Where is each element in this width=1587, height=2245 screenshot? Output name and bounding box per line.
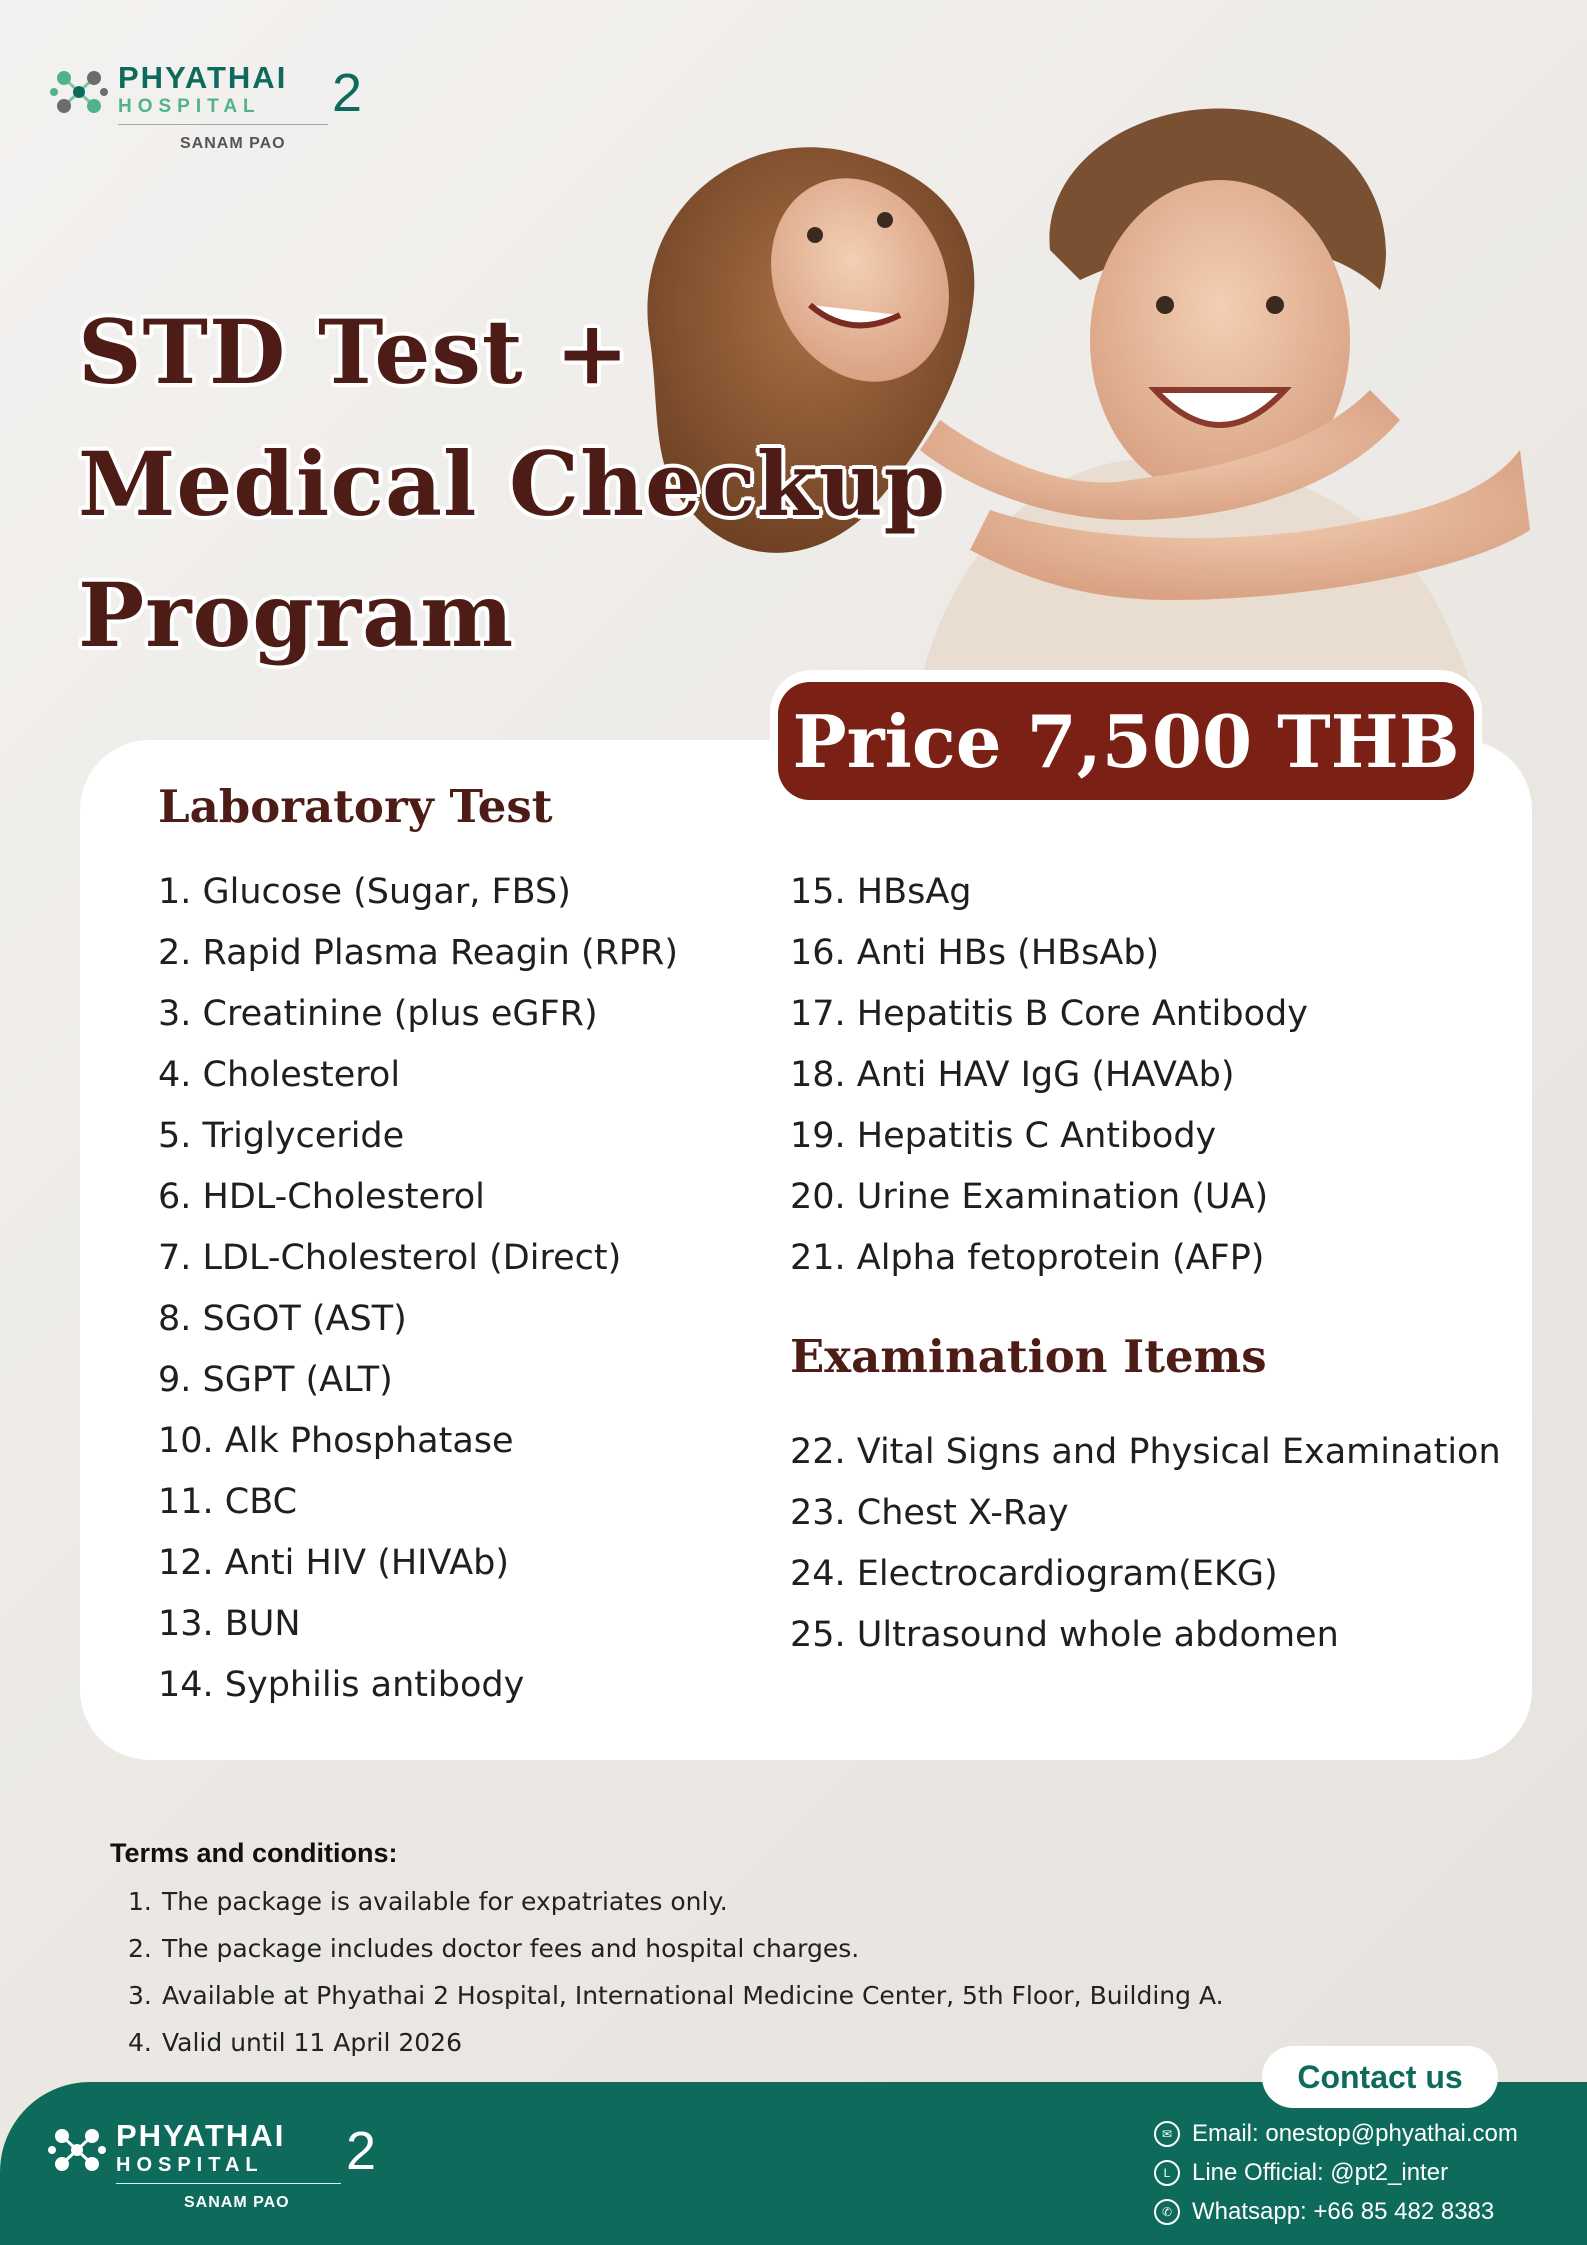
price-badge (770, 670, 1482, 810)
footer-logo-location: SANAM PAO (184, 2194, 290, 2211)
contact-us-button[interactable]: Contact us (1262, 2046, 1498, 2108)
term-number: 3. (128, 1981, 152, 2010)
footer-logo-number: 2 (346, 2121, 377, 2181)
phone-icon: ✆ (1154, 2199, 1180, 2225)
exam-item: 25. Ultrasound whole abdomen (790, 1615, 1339, 1655)
term-item (128, 2019, 1224, 2066)
footer-logo-molecule-icon (48, 2120, 108, 2180)
lab-test-item: 14. Syphilis antibody (158, 1665, 525, 1705)
logo-hospital: HOSPITAL (118, 96, 261, 117)
footer-logo-brand: PHYATHAI (116, 2118, 286, 2153)
logo-number: 2 (332, 63, 363, 123)
lab-list-left (158, 862, 678, 1716)
lab-test-item: 15. HBsAg (790, 872, 972, 912)
lab-test-item: 20. Urine Examination (UA) (790, 1177, 1269, 1217)
lab-test-item: 13. BUN (158, 1604, 301, 1644)
term-text: The package is available for expatriates only. (162, 1887, 728, 1916)
contact-whatsapp-text: Whatsapp: +66 85 482 8383 (1192, 2198, 1495, 2225)
term-text: Valid until 11 April 2026 (162, 2028, 462, 2057)
lab-list-right (790, 862, 1308, 1289)
title-line-1: STD Test + (78, 300, 630, 404)
lab-test-item: 19. Hepatitis C Antibody (790, 1116, 1217, 1156)
term-item (128, 1925, 1224, 1972)
lab-test-item: 9. SGPT (ALT) (158, 1360, 393, 1400)
lab-test-item: 16. Anti HBs (HBsAb) (790, 933, 1160, 973)
lab-test-item: 18. Anti HAV IgG (HAVAb) (790, 1055, 1235, 1095)
lab-test-item: 11. CBC (158, 1482, 298, 1522)
lab-test-item: 2. Rapid Plasma Reagin (RPR) (158, 933, 679, 973)
lab-test-item: 7. LDL-Cholesterol (Direct) (158, 1238, 622, 1278)
term-text: The package includes doctor fees and hospital charges. (162, 1934, 860, 1963)
lab-test-item: 1. Glucose (Sugar, FBS) (158, 872, 571, 912)
title-line-3: Program (78, 563, 515, 667)
exam-section-heading: Examination Items (790, 1330, 1267, 1383)
email-icon: ✉ (1154, 2121, 1180, 2147)
term-number: 2. (128, 1934, 152, 1963)
contact-whatsapp[interactable] (1154, 2198, 1494, 2226)
lab-section-heading: Laboratory Test (158, 780, 553, 833)
logo-divider (118, 124, 328, 125)
exam-item: 23. Chest X-Ray (790, 1493, 1069, 1533)
logo-molecule-icon (50, 62, 110, 122)
contact-email[interactable] (1154, 2120, 1518, 2148)
exam-item: 22. Vital Signs and Physical Examination (790, 1432, 1501, 1472)
price-label: Price 7,500 THB (778, 682, 1474, 800)
lab-test-item: 8. SGOT (AST) (158, 1299, 407, 1339)
terms-heading: Terms and conditions: (110, 1838, 398, 1868)
footer-logo-hospital: HOSPITAL (116, 2154, 264, 2176)
footer-hospital-logo (48, 2118, 377, 2212)
logo-location: SANAM PAO (180, 135, 286, 152)
contact-line[interactable] (1154, 2159, 1448, 2187)
line-app-icon: L (1154, 2160, 1180, 2186)
couple-photo (610, 90, 1540, 740)
footer-logo-divider (116, 2183, 341, 2184)
term-item (128, 1878, 1224, 1925)
term-number: 1. (128, 1887, 152, 1916)
lab-test-item: 21. Alpha fetoprotein (AFP) (790, 1238, 1265, 1278)
hospital-logo (50, 60, 363, 153)
term-text: Available at Phyathai 2 Hospital, International Medicine Center, 5th Floor, Building A. (162, 1981, 1224, 2010)
exam-item: 24. Electrocardiogram(EKG) (790, 1554, 1278, 1594)
lab-test-item: 6. HDL-Cholesterol (158, 1177, 485, 1217)
terms-list (128, 1878, 1224, 2066)
lab-test-item: 4. Cholesterol (158, 1055, 401, 1095)
lab-test-item: 5. Triglyceride (158, 1116, 405, 1156)
logo-brand: PHYATHAI (118, 60, 288, 95)
term-number: 4. (128, 2028, 152, 2057)
lab-test-item: 10. Alk Phosphatase (158, 1421, 514, 1461)
lab-test-item: 3. Creatinine (plus eGFR) (158, 994, 598, 1034)
term-item (128, 1972, 1224, 2019)
lab-test-item: 17. Hepatitis B Core Antibody (790, 994, 1308, 1034)
contact-email-text: Email: onestop@phyathai.com (1192, 2120, 1518, 2147)
title-line-2: Medical Checkup (78, 432, 947, 536)
contact-line-text: Line Official: @pt2_inter (1192, 2159, 1449, 2186)
lab-test-item: 12. Anti HIV (HIVAb) (158, 1543, 510, 1583)
exam-list (790, 1422, 1501, 1666)
